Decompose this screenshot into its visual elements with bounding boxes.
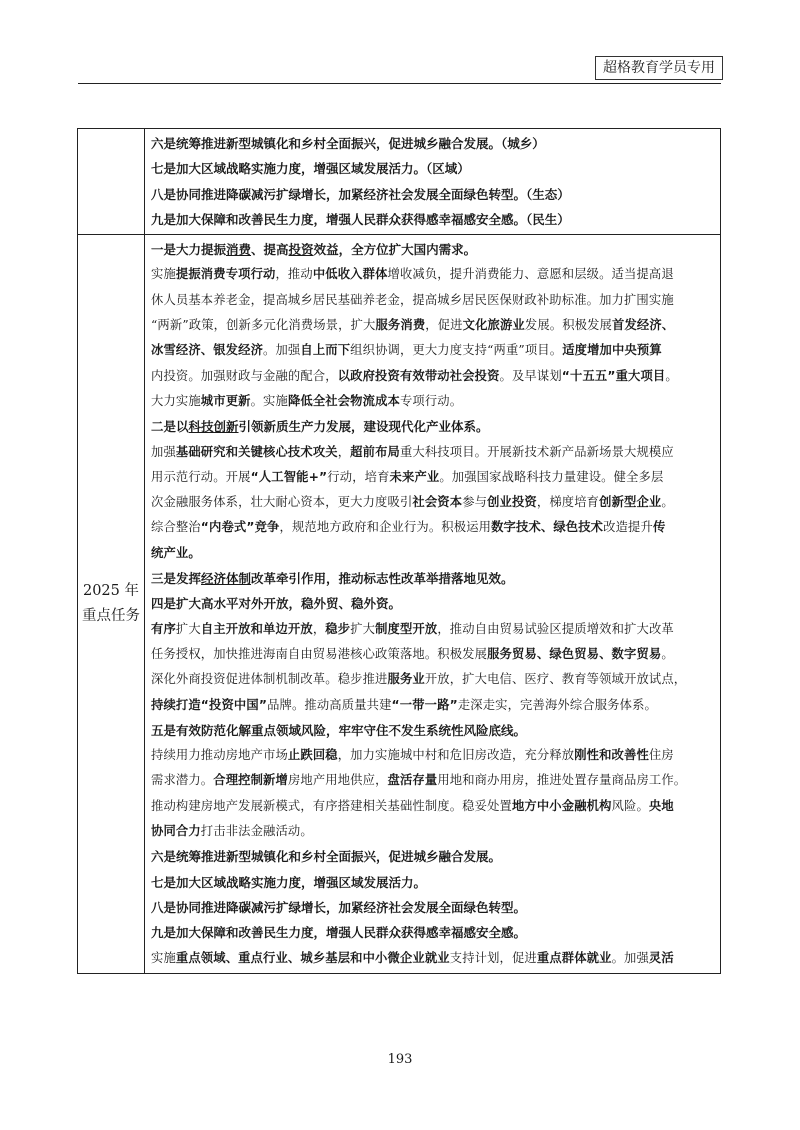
section-1-line: 大力实施城市更新。实施降低全社会物流成本专项行动。: [151, 393, 463, 408]
section-2-line: 用示范行动。开展“人工智能+”行动，培育未来产业。加强国家战略科技力量建设。健全多层: [151, 469, 664, 484]
top-row-8: 八是协同推进降碳减污扩绿增长，加紧经济社会发展全面绿色转型。（生态）: [151, 186, 570, 202]
page-number: 193: [387, 1052, 413, 1067]
top-row-6: 六是统筹推进新型城镇化和乡村全面振兴，促进城乡融合发展。（城乡）: [151, 136, 545, 151]
bottom-row-8: 八是协同推进降碳减污扩绿增长，加紧经济社会发展全面绿色转型。: [151, 899, 527, 915]
section-5-line: 持续用力推动房地产市场止跌回稳，加力实施城中村和危旧房改造，充分释放刚性和改善性住房: [151, 748, 674, 763]
section-2-line: 统产业。: [151, 545, 201, 560]
top-row-7: 七是加大区域战略实施力度，增强区域发展活力。（区域）: [151, 161, 470, 177]
section-4-line: 持续打造“投资中国”品牌。推动高质量共建“一带一路”走深走实，完善海外综合服务体系。: [151, 697, 657, 712]
tasks-table: [77, 128, 721, 974]
label-line2: 重点任务: [82, 607, 140, 624]
section-2-line: 次金融服务体系，壮大耐心资本，更大力度吸引社会资本参与创业投资，梯度培育创新型企业。: [151, 495, 674, 510]
content-cell: [145, 235, 721, 974]
top-cell: [145, 129, 721, 235]
section-3-heading: 三是发挥经济体制改革牵引作用，推动标志性改革举措落地见效。: [151, 571, 514, 587]
section-4-heading: 四是扩大高水平对外开放，稳外贸、稳外资。: [151, 596, 402, 612]
section-2-line: 综合整治“内卷式”竞争，规范地方政府和企业行为。积极运用数字技术、绿色技术改造提升传: [151, 520, 666, 535]
section-4-line: 有序扩大自主开放和单边开放，稳步扩大制度型开放，推动自由贸易试验区提质增效和扩大改革: [151, 621, 674, 636]
bottom-row-6: 六是统筹推进新型城镇化和乡村全面振兴，促进城乡融合发展。: [151, 849, 502, 865]
section-1-line: 冰雪经济、银发经济。加强自上而下组织协调，更大力度支持“两重”项目。适度增加中央预算: [151, 343, 662, 358]
top-row-9: 九是加大保障和改善民生力度，增强人民群众获得感幸福感安全感。（民生）: [151, 211, 570, 227]
section-5-heading: 五是有效防范化解重点领域风险，牢牢守住不发生系统性风险底线。: [151, 722, 527, 738]
section-1-line: 实施提振消费专项行动，推动中低收入群体增收减负，提升消费能力、意愿和层级。适当提高退: [151, 267, 674, 282]
bottom-row-9: 九是加大保障和改善民生力度，增强人民群众获得感幸福感安全感。: [151, 925, 527, 941]
section-5-line: 协同合力打击非法金融活动。: [151, 824, 313, 839]
label-cell: [78, 235, 145, 974]
bottom-row-7: 七是加大区域战略实施力度，增强区域发展活力。: [151, 874, 427, 890]
label-line1: 2025 年: [82, 582, 139, 599]
header-rule: [78, 83, 721, 84]
section-4-line: 任务授权，加快推进海南自由贸易港核心政策落地。积极发展服务贸易、绿色贸易、数字贸易。: [151, 646, 674, 661]
section-2-heading: 二是以科技创新引领新质生产力发展，建设现代化产业体系。: [151, 419, 489, 435]
section-2-line: 加强基础研究和关键核心技术攻关，超前布局重大科技项目。开展新技术新产品新场景大规模应: [151, 444, 674, 459]
section-5-line: 需求潜力。合理控制新增房地产用地供应，盘活存量用地和商办用房，推进处置存量商品房工作。: [151, 773, 687, 788]
header-badge: 超格教育学员专用: [595, 56, 723, 80]
section-5-line: 推动构建房地产发展新模式，有序搭建相关基础性制度。稳妥处置地方中小金融机构风险。央地: [151, 798, 674, 813]
section-1-heading: 一是大力提振消费、提高投资效益，全方位扩大国内需求。: [151, 242, 477, 258]
section-1-line: “两新”政策，创新多元化消费场景，扩大服务消费，促进文化旅游业发展。积极发展首发经济、: [151, 318, 675, 333]
section-1-line: 内投资。加强财政与金融的配合，以政府投资有效带动社会投资。及早谋划“十五五”重大项目。: [151, 368, 678, 383]
section-1-line: 休人员基本养老金，提高城乡居民基础养老金，提高城乡居民医保财政补助标准。加力扩围实施: [151, 292, 674, 307]
section-4-line: 深化外商投资促进体制机制改革。稳步推进服务业开放，扩大电信、医疗、教育等领域开放试点，: [151, 672, 687, 687]
empty-label-cell: [78, 129, 145, 235]
last-line: 实施重点领域、重点行业、城乡基层和中小微企业就业支持计划，促进重点群体就业。加强灵活: [151, 950, 674, 965]
